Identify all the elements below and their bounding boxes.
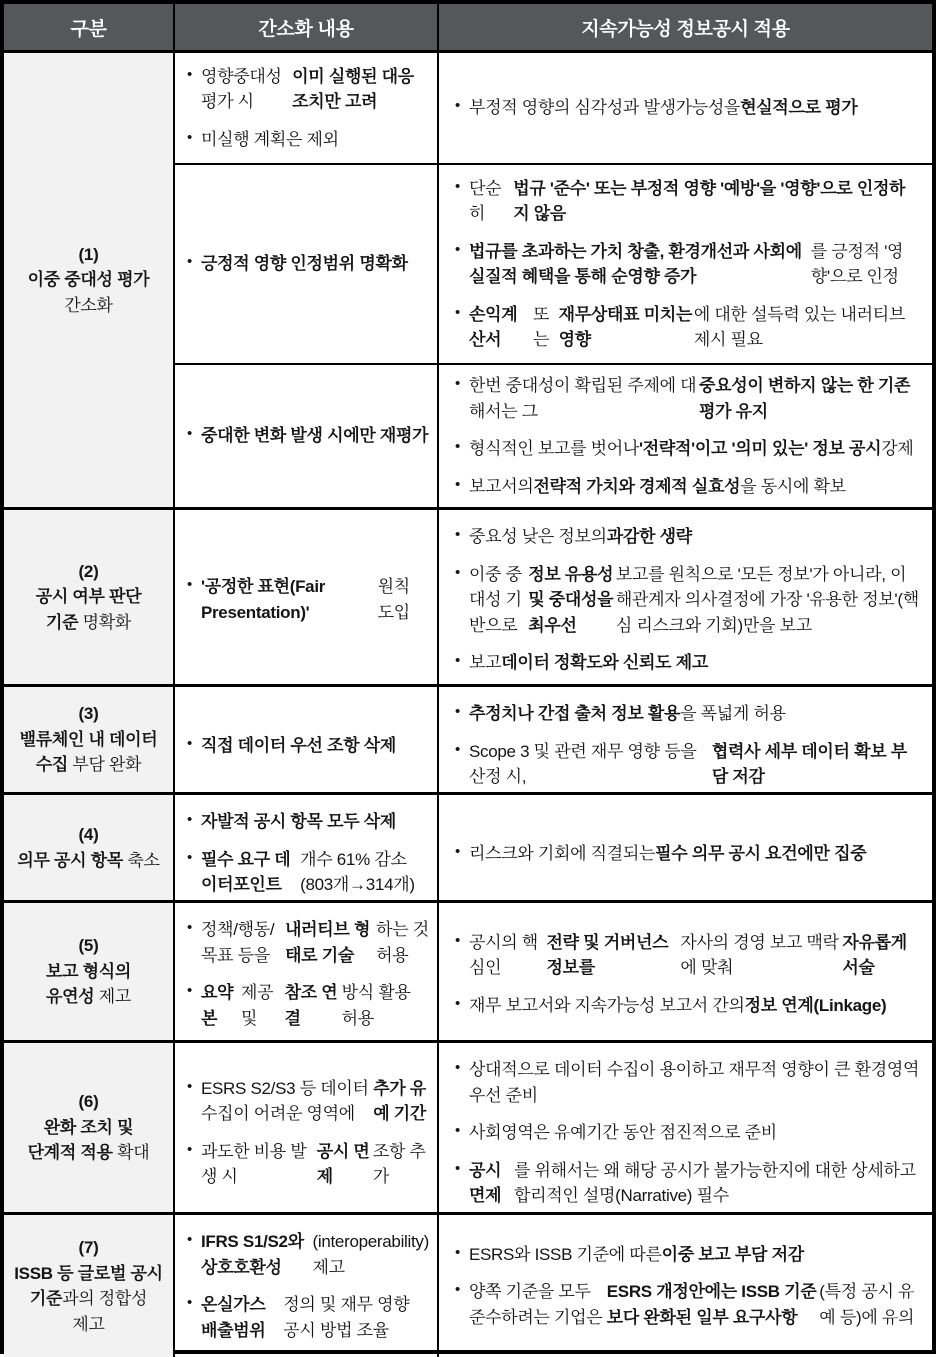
bullet-item: • 미실행 계획은 제외	[187, 127, 429, 153]
category-cell	[4, 687, 175, 792]
application-cell	[439, 687, 932, 804]
category-line: 단계적 적용 확대	[27, 1143, 150, 1163]
subrow	[175, 795, 932, 912]
bullet-item: • 한번 중대성이 확립된 주제에 대해서는 그 중요성이 변하지 않는 한 기존 평가 유지	[455, 373, 920, 424]
subrow-group	[175, 1043, 932, 1212]
bullet-item: • 법규를 초과하는 가치 창출, 환경개선과 사회에 실질적 혜택을 통해 순영향 증가 를 긍정적 '영향'으로 인정	[455, 239, 920, 290]
bullet-item: • 이중 중대성 기반으로 정보 유용성 및 중대성을 최우선 보고를 원칙으로 '모든 정보'가 아니라, 이해관계자 의사결정에 가장 '유용한 정보'(핵심 리스크와 기회)만을 보고	[455, 562, 920, 639]
simplification-cell	[175, 1043, 439, 1223]
application-cell	[439, 510, 932, 690]
table-row	[4, 1212, 932, 1357]
simplification-cell	[175, 1215, 439, 1357]
category-line: 완화 조치 및	[43, 1117, 134, 1137]
bullet-item: • 중요성 낮은 정보의 과감한 생략	[455, 524, 920, 550]
category-line: (1)	[78, 244, 99, 264]
simplification-cell	[175, 53, 439, 163]
application-cell	[439, 795, 932, 912]
table-row	[4, 792, 932, 900]
header-cell-simplification: 간소화 내용	[175, 4, 439, 50]
bullet-item: • 리스크와 기회에 직결되는 필수 의무 공시 요건에만 집중	[455, 841, 920, 867]
bullet-item: • 재무 보고서와 지속가능성 보고서 간의 정보 연계(Linkage)	[455, 993, 920, 1019]
simplification-cell	[175, 903, 439, 1045]
category-line: 간소화	[64, 295, 113, 315]
bullet-item: • 요약본 제공 및 참조 연결 방식 활용 허용	[187, 980, 429, 1031]
table-header-row	[4, 4, 932, 50]
application-cell	[439, 1043, 932, 1223]
bullet-item: • 영향중대성 평가 시 이미 실행된 대응조치만 고려	[187, 64, 429, 115]
simplification-cell	[175, 795, 439, 912]
subrow	[175, 510, 932, 690]
category-cell	[4, 1043, 175, 1212]
bullet-item: • ESRS S2/S3 등 데이터 수집이 어려운 영역에 추가 유예 기간	[187, 1076, 429, 1127]
bullet-item: • ESRS와 ISSB 기준에 따른 이중 보고 부담 저감	[455, 1242, 920, 1268]
category-cell	[4, 510, 175, 684]
bullet-item: • 과도한 비용 발생 시 공시 면제 조항 추가	[187, 1139, 429, 1190]
category-line: (7)	[78, 1238, 99, 1257]
table-row	[4, 50, 932, 507]
bullet-item: • IFRS S1/S2와 상호호환성 (interoperability) 제고	[187, 1229, 429, 1280]
category-line: 수집 부담 완화	[35, 755, 142, 775]
subrow-group	[175, 510, 932, 684]
category-cell	[4, 53, 175, 507]
category-line: 보고 형식의	[45, 961, 132, 981]
category-line: 이중 중대성 평가	[27, 270, 150, 290]
category-line: 의무 공시 항목 축소	[17, 850, 160, 870]
application-cell	[439, 53, 932, 163]
header-cell-application: 지속가능성 정보공시 적용	[581, 18, 790, 40]
bullet-item: • 직접 데이터 우선 조항 삭제	[187, 733, 429, 759]
subrow-group	[175, 1215, 932, 1357]
subrow-group	[175, 53, 932, 507]
category-cell	[4, 903, 175, 1040]
application-cell	[439, 1215, 932, 1357]
bullet-item: • 사회영역은 유예기간 동안 점진적으로 준비	[455, 1120, 920, 1146]
bullet-item: • 중대한 변화 발생 시에만 재평가	[187, 423, 429, 449]
table-row	[4, 507, 932, 684]
header-cell-category: 구분	[4, 4, 175, 50]
simplification-cell	[175, 165, 439, 363]
bullet-item: • 정책/행동/목표 등을 내러티브 형태로 기술 하는 것 허용	[187, 917, 429, 968]
category-line: (2)	[78, 561, 99, 581]
table-row	[4, 1040, 932, 1212]
subrow-group	[175, 687, 932, 792]
bullet-item: • 긍정적 영향 인정범위 명확화	[187, 251, 429, 277]
bullet-item: • 보고 데이터 정확도와 신뢰도 제고	[455, 650, 920, 676]
subrow-group	[175, 903, 932, 1040]
category-line: (5)	[78, 936, 99, 956]
category-line: 제고	[72, 1314, 105, 1334]
bullet-item: • '공정한 표현(Fair Presentation)' 원칙 도입	[187, 574, 429, 625]
category-cell	[4, 795, 175, 900]
category-line: 기준 명확화	[45, 612, 132, 632]
bullet-item: • 손익계산서 또는 재무상태표 미치는 영향 에 대한 설득력 있는 내러티브 제시 필요	[455, 302, 920, 353]
bullet-item: • 형식적인 보고를 벗어나 '전략적'이고 '의미 있는' 정보 공시 강제	[455, 436, 920, 462]
bullet-item: • Scope 3 및 관련 재무 영향 등을 산정 시, 협력사 세부 데이터 확보 부담 저감	[455, 739, 920, 790]
bullet-item: • 보고서의 전략적 가치와 경제적 실효성 을 동시에 확보	[455, 474, 920, 500]
bullet-item: • 부정적 영향의 심각성과 발생가능성을 현실적으로 평가	[455, 95, 920, 121]
bullet-item: • 온실가스 배출범위 정의 및 재무 영향 공시 방법 조율	[187, 1292, 429, 1343]
subrow	[175, 1215, 932, 1357]
table-row	[4, 684, 932, 792]
category-cell	[4, 1215, 175, 1357]
application-cell	[439, 365, 932, 507]
subrow	[175, 687, 932, 804]
subrow	[175, 163, 932, 363]
category-line: 밸류체인 내 데이터	[19, 729, 158, 749]
subrow-group	[175, 795, 932, 900]
simplification-cell	[175, 687, 439, 804]
simplification-cell	[175, 510, 439, 690]
bullet-item: • 상대적으로 데이터 수집이 용이하고 재무적 영향이 큰 환경영역 우선 준비	[455, 1057, 920, 1108]
simplification-cell	[175, 365, 439, 507]
bullet-item: • 공시의 핵심인 전략 및 거버넌스 정보를 자사의 경영 보고 맥락에 맞춰 자유롭게 서술	[455, 930, 920, 981]
subrow	[175, 903, 932, 1045]
table-row	[4, 900, 932, 1040]
category-line: 공시 여부 판단	[35, 587, 142, 607]
subrow	[175, 363, 932, 507]
bullet-item: • 단순히 법규 '준수' 또는 부정적 영향 '예방'을 '영향'으로 인정하지 않음	[455, 176, 920, 227]
category-line: ISSB 등 글로벌 공시	[14, 1263, 163, 1283]
bullet-item: • 필수 요구 데이터포인트 개수 61% 감소(803개→314개)	[187, 847, 429, 898]
category-line: (4)	[78, 825, 99, 844]
bullet-item: • 추정치나 간접 출처 정보 활용 을 폭넓게 허용	[455, 701, 920, 727]
application-cell	[439, 903, 932, 1045]
subrow	[175, 53, 932, 163]
bullet-item: • 양쪽 기준을 모두 준수하려는 기업은 ESRS 개정안에는 ISSB 기준보다 완화된 일부 요구사항 (특정 공시 유예 등)에 유의	[455, 1279, 920, 1330]
category-line: (3)	[78, 704, 99, 724]
application-cell	[439, 165, 932, 363]
category-line: 기준과의 정합성	[29, 1289, 148, 1308]
subrow	[175, 1043, 932, 1223]
bullet-item: • 공시 면제 를 위해서는 왜 해당 공시가 불가능한지에 대한 상세하고 합리적인 설명(Narrative) 필수	[455, 1158, 920, 1209]
category-line: (6)	[78, 1092, 99, 1112]
category-line: 유연성 제고	[45, 987, 132, 1007]
bullet-item: • 자발적 공시 항목 모두 삭제	[187, 809, 429, 835]
